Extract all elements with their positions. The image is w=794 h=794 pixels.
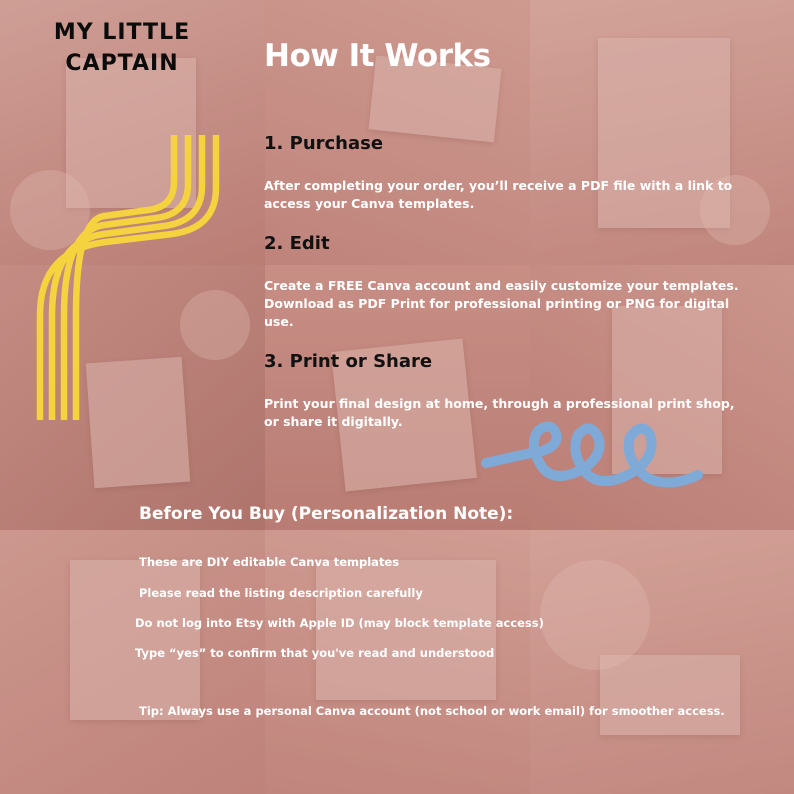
note-title: Before You Buy (Personalization Note): [139, 504, 514, 524]
note-item: These are DIY editable Canva templates [139, 555, 400, 569]
step-3-body: Print your final design at home, through a professional print shop, or share it digitally. [264, 396, 735, 429]
brand-line-2: CAPTAIN [65, 51, 179, 76]
step-3-heading: 3. Print or Share [264, 351, 433, 372]
brand-logo [22, 17, 222, 79]
yellow-stripes-decoration [20, 130, 235, 425]
note-tip: Tip: Always use a personal Canva account (not school or work email) for smoother access. [139, 704, 725, 718]
note-item: Do not log into Etsy with Apple ID (may block template access) [135, 616, 544, 630]
step-2-heading: 2. Edit [264, 233, 330, 254]
step-2-body: Create a FREE Canva account and easily customize your templates. Download as PDF Print for professional printing or PNG for digital use. [264, 278, 739, 329]
page-title: How It Works [264, 38, 491, 74]
step-1-heading: 1. Purchase [264, 133, 384, 154]
step-1-body: After completing your order, you’ll receive a PDF file with a link to access your Canva templates. [264, 178, 733, 211]
note-item: Type “yes” to confirm that you've read and understood [135, 646, 495, 660]
brand-line-1: MY LITTLE [53, 20, 191, 45]
blue-squiggle-decoration [480, 415, 705, 500]
note-item: Please read the listing description carefully [139, 586, 423, 600]
